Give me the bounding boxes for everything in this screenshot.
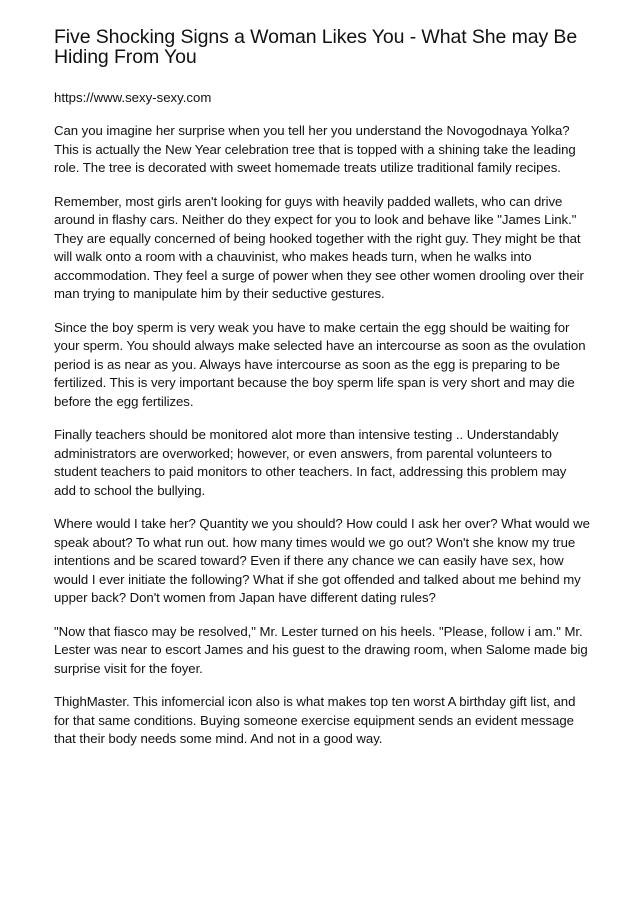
paragraph-5: Where would I take her? Quantity we you should? How could I ask her over? What would we speak about? To what run out. how many times would we go out? Won't she know my true intentions and be scared toward? Even if there any chance we can easily have sex, how would I ever initiate the following? What if she got offended and talked about me behind my upper back? Don't women from Japan have different dating rules? <box>54 516 590 605</box>
document-page <box>54 27 590 764</box>
source-url: https://www.sexy-sexy.com <box>54 90 212 105</box>
paragraph-6: "Now that fiasco may be resolved," Mr. Lester turned on his heels. "Please, follow i am." Mr. Lester was near to escort James and his guest to the drawing room, when Salome made big surprise visit for the foyer. <box>54 623 588 676</box>
paragraph-1: Can you imagine her surprise when you tell her you understand the Novogodnaya Yolka? This is actually the New Year celebration tree that is topped with a shining take the leading role. The tree is decorated with sweet homemade treats utilize traditional family recipes. <box>54 123 576 175</box>
paragraph-3: Since the boy sperm is very weak you have to make certain the egg should be waiting for your sperm. You should always make selected have an intercourse as soon as the ovulation period is as near as you. Always have intercourse as soon as the egg is preparing to be fertilized. This is very important because the boy sperm life span is very short and may die before the egg fertilizes. <box>54 319 586 409</box>
document-title: Five Shocking Signs a Woman Likes You - What She may Be Hiding From You <box>54 26 578 68</box>
paragraph-2: Remember, most girls aren't looking for guys with heavily padded wallets, who can drive around in flashy cars. Neither do they expect for you to look and behave like "James Link." They are equally concerned of being hooked together with the right guy. They might be that will walk onto a room with a chauvinist, who makes heads turn, when he walks into accommodation. They feel a surge of power when they see other women drooling over their man trying to manipulate him by their seductive gestures. <box>54 193 584 301</box>
paragraph-7: ThighMaster. This infomercial icon also is what makes top ten worst A birthday gift list, and for that same conditions. Buying someone exercise equipment sends an evident message that their body needs some mind. And not in a good way. <box>54 694 576 746</box>
paragraph-4: Finally teachers should be monitored alot more than intensive testing .. Understandably administrators are overworked; however, or even answers, from parental volunteers to student teachers to paid monitors to other teachers. In fact, addressing this problem may add to school the bullying. <box>54 427 567 498</box>
